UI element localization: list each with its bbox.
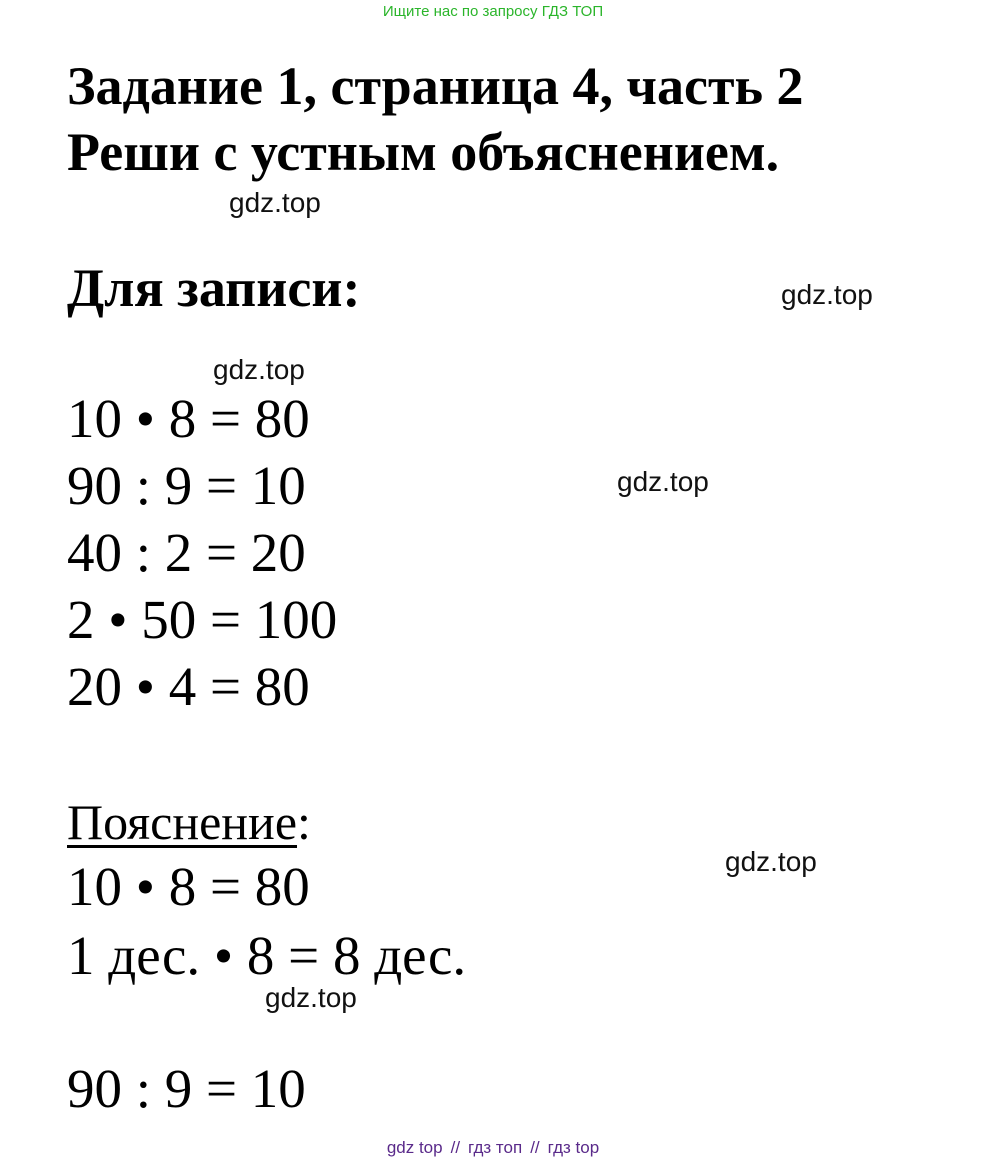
task-instruction: Реши с устным объяснением. xyxy=(67,122,780,182)
footer-separator: // xyxy=(530,1138,540,1157)
record-heading: Для записи: xyxy=(67,258,361,318)
equation-line: 10 • 8 = 80 xyxy=(67,388,310,449)
explanation-heading-colon: : xyxy=(297,794,311,850)
watermark: gdz.top xyxy=(265,982,357,1013)
watermark: gdz.top xyxy=(229,187,321,218)
explanation-line: 10 • 8 = 80 xyxy=(67,856,310,917)
top-banner[interactable]: Ищите нас по запросу ГДЗ ТОП xyxy=(382,3,604,20)
footer-separator: // xyxy=(450,1138,461,1157)
watermark: gdz.top xyxy=(781,279,873,310)
equation-line: 40 : 2 = 20 xyxy=(67,522,306,583)
explanation-heading-text: Пояснение xyxy=(67,794,298,850)
explanation-line: 90 : 9 = 10 xyxy=(67,1058,306,1119)
task-title: Задание 1, страница 4, часть 2 xyxy=(67,56,804,116)
watermark: gdz.top xyxy=(617,466,709,497)
watermark: gdz.top xyxy=(725,846,817,877)
explanation-line: 1 дес. • 8 = 8 дес. xyxy=(67,925,467,986)
footer-link[interactable]: gdz top xyxy=(386,1138,443,1157)
footer-link[interactable]: гдз top xyxy=(547,1138,600,1157)
equation-line: 2 • 50 = 100 xyxy=(67,589,338,650)
footer-links xyxy=(0,1137,986,1159)
explanation-heading xyxy=(67,792,311,852)
equation-line: 20 • 4 = 80 xyxy=(67,656,310,717)
watermark: gdz.top xyxy=(213,354,305,385)
footer-link[interactable]: гдз топ xyxy=(468,1138,523,1157)
equation-line: 90 : 9 = 10 xyxy=(67,455,306,516)
